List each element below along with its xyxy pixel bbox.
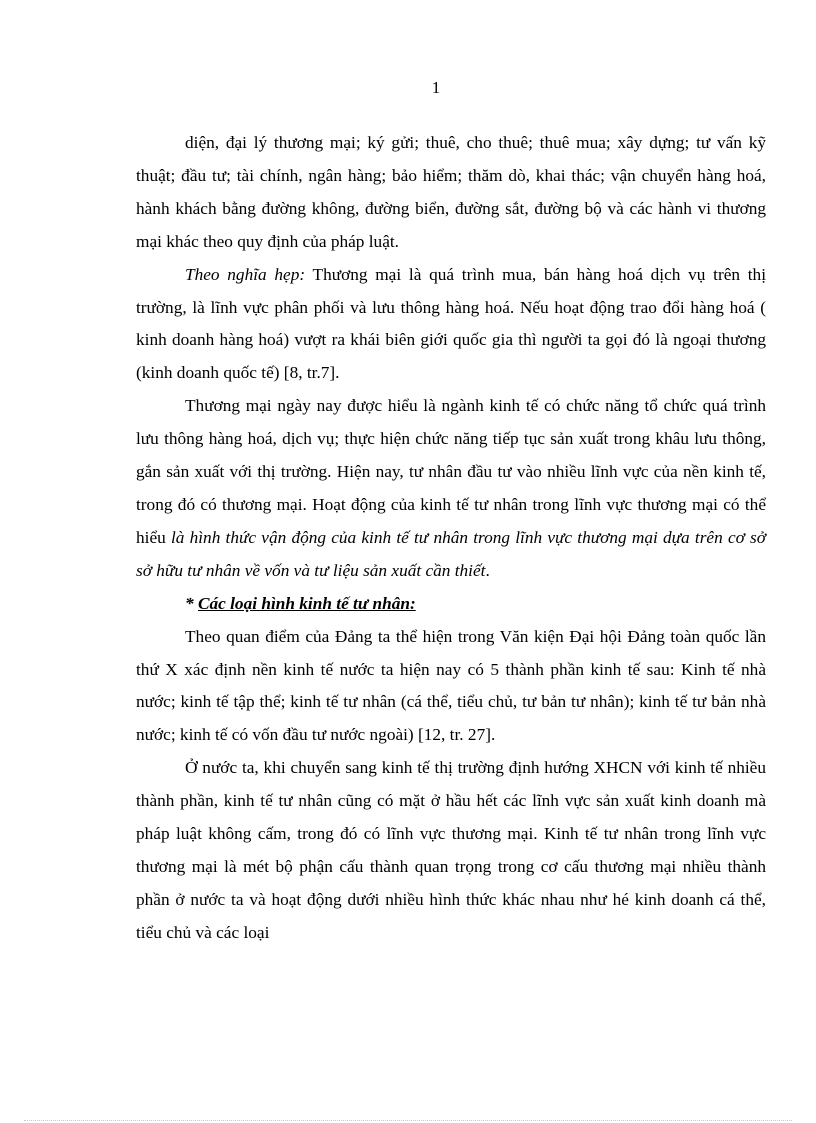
paragraph-party-view bbox=[136, 621, 766, 753]
document-body bbox=[136, 127, 766, 950]
heading-text: Các loại hình kinh tế tư nhân: bbox=[197, 593, 416, 613]
paragraph-text: diện, đại lý thương mại; ký gửi; thuê, cho thuê; thuê mua; xây dựng; tư vấn kỹ thuật; đầu tư; tài chính, ngân hàng; bảo hiểm; thăm dò, khai thác; vận chuyển hàng hoá, hành khách bằng đường không, đường biển, đường sắt, đường bộ và các hành vi thương mại khác theo quy định của pháp luật. bbox=[136, 133, 766, 251]
page-bottom-divider bbox=[24, 1120, 792, 1121]
paragraph-text: Ở nước ta, khi chuyển sang kinh tế thị trường định hướng XHCN với kinh tế nhiều thành phần, kinh tế tư nhân cũng có mặt ở hầu hết các lĩnh vực sản xuất kinh doanh mà pháp luật không cấm, trong đó có lĩnh vực thương mại. Kinh tế tư nhân trong lĩnh vực thương mại là mét bộ phận cấu thành quan trọng trong cơ cấu thương mại nhiều thành phần ở nước ta và hoạt động dưới nhiều hình thức khác nhau như hé kinh doanh cá thể, tiểu chủ và các loại bbox=[136, 758, 766, 942]
paragraph-trade-activities bbox=[136, 127, 766, 259]
paragraph-modern-trade bbox=[136, 390, 766, 587]
section-heading bbox=[136, 588, 766, 621]
heading-bullet: * bbox=[185, 593, 198, 613]
paragraph-text: Theo quan điểm của Đảng ta thể hiện trong Văn kiện Đại hội Đảng toàn quốc lần thứ X xác định nền kinh tế nước ta hiện nay có 5 thành phần kinh tế sau: Kinh tế nhà nước; kinh tế tập thể; kinh tế tư nhân (cá thể, tiểu chủ, tư bản tư nhân); kinh tế tư bản nhà nước; kinh tế có vốn đầu tư nước ngoài) [12, tr. 27]. bbox=[136, 626, 766, 745]
paragraph-end: . bbox=[485, 560, 490, 580]
paragraph-text: Thương mại là quá trình mua, bán hàng hoá dịch vụ trên thị trường, là lĩnh vực phân phối và lưu thông hàng hoá. Nếu hoạt động trao đổi hàng hoá ( kinh doanh hàng hoá) vượt ra khái biên giới quốc gia thì người ta gọi đó là ngoại thương (kinh doanh quốc tế) [8, tr.7]. bbox=[136, 264, 766, 383]
paragraph-private-economy bbox=[136, 752, 766, 949]
paragraph-italic-definition: là hình thức vận động của kinh tế tư nhân trong lĩnh vực thương mại dựa trên cơ sở sở hữu tư nhân về vốn và tư liệu sản xuất cần thiết bbox=[136, 527, 766, 580]
paragraph-narrow-definition bbox=[136, 259, 766, 391]
page-number: 1 bbox=[431, 78, 441, 97]
paragraph-lead-italic: Theo nghĩa hẹp: bbox=[185, 264, 306, 284]
paragraph-text: Thương mại ngày nay được hiểu là ngành kinh tế có chức năng tổ chức quá trình lưu thông hàng hoá, dịch vụ; thực hiện chức năng tiếp tục sản xuất trong khâu lưu thông, gắn sản xuất với thị trường. Hiện nay, tư nhân đầu tư vào nhiều lĩnh vực của nền kinh tế, trong đó có thương mại. Hoạt động của kinh tế tư nhân trong lĩnh vực thương mại có thể hiểu bbox=[136, 396, 766, 547]
